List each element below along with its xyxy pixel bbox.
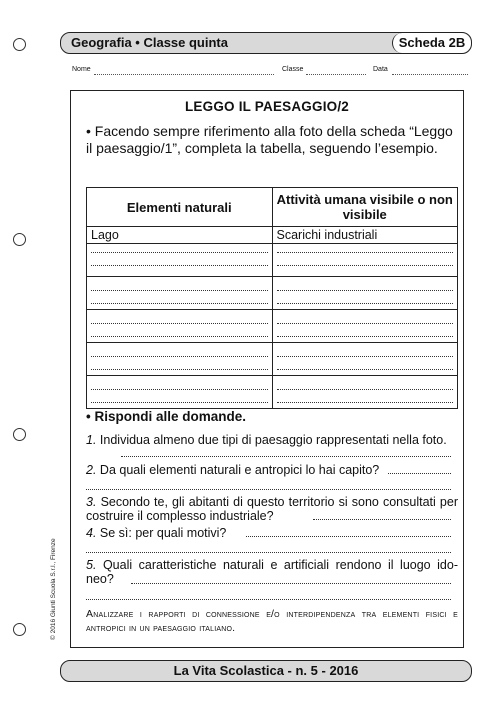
question-5-text: Quali caratteristiche naturali e artificiali rendono il luogo ido-neo? <box>86 558 458 586</box>
table-row <box>87 277 458 310</box>
instruction <box>86 123 456 156</box>
answer-line-5[interactable] <box>131 583 451 584</box>
learning-objective: Analizzare i rapporti di connessione e/o interdipendenza tra elementi fisici e antropici in un paesaggio italiano. <box>86 608 458 634</box>
questions-bullet: • <box>86 409 91 424</box>
table-cell-blank[interactable] <box>272 310 458 343</box>
student-info-row <box>60 66 470 78</box>
question-1-number: 1. <box>86 433 97 447</box>
table-cell-blank[interactable] <box>272 343 458 376</box>
worksheet-box <box>70 90 464 648</box>
question-2-number: 2. <box>86 463 97 477</box>
instruction-bullet: • <box>86 123 91 139</box>
table-row <box>87 244 458 277</box>
table-cell-blank[interactable] <box>272 277 458 310</box>
binder-hole-3 <box>13 428 26 441</box>
answer-line-5b[interactable] <box>86 599 451 600</box>
instruction-text: Facendo sempre riferimento alla foto della scheda “Leggo il paesaggio/1”, completa la tabella, seguendo l’esempio. <box>86 123 453 156</box>
answer-line-3[interactable] <box>313 519 451 520</box>
data-field[interactable] <box>392 74 468 75</box>
answer-line-4[interactable] <box>246 536 451 537</box>
table-cell-blank[interactable] <box>87 277 273 310</box>
question-5-number: 5. <box>86 558 97 572</box>
scheda-label: Scheda 2B <box>398 35 466 50</box>
nome-label: Nome <box>72 66 91 73</box>
questions-heading <box>86 409 456 426</box>
scheda-box <box>392 33 471 53</box>
question-5 <box>86 558 458 586</box>
answer-line-2b[interactable] <box>86 489 451 490</box>
header-bar <box>60 32 472 54</box>
question-3-number: 3. <box>86 495 97 509</box>
binder-hole-4 <box>13 623 26 636</box>
subject-label: Geografia • Classe quinta <box>71 35 228 50</box>
table-cell-example-human: Scarichi industriali <box>272 227 458 244</box>
worksheet-title: LEGGO IL PAESAGGIO/2 <box>184 99 350 114</box>
binder-hole-1 <box>13 38 26 51</box>
footer-bar <box>60 660 472 682</box>
data-label: Data <box>373 66 388 73</box>
answer-line-4b[interactable] <box>86 552 451 553</box>
question-4-number: 4. <box>86 526 97 540</box>
answer-line-2[interactable] <box>388 473 451 474</box>
table-cell-blank[interactable] <box>87 376 273 409</box>
classe-label: Classe <box>282 66 304 73</box>
classe-field[interactable] <box>306 74 366 75</box>
table-header-human: Attività umana visibile o non visibile <box>272 188 458 227</box>
table-cell-example-natural: Lago <box>87 227 273 244</box>
landscape-table <box>86 187 458 409</box>
table-row <box>87 343 458 376</box>
table-cell-blank[interactable] <box>87 244 273 277</box>
table-row <box>87 376 458 409</box>
table-cell-blank[interactable] <box>272 376 458 409</box>
table-cell-blank[interactable] <box>87 310 273 343</box>
table-header-natural: Elementi naturali <box>87 188 273 227</box>
question-2-text: Da quali elementi naturali e antropici lo hai capito? <box>99 463 380 477</box>
question-1-text: Individua almeno due tipi di paesaggio rappresentati nella foto. <box>99 433 447 447</box>
table-cell-blank[interactable] <box>87 343 273 376</box>
table-cell-blank[interactable] <box>272 244 458 277</box>
table-row <box>87 310 458 343</box>
questions-heading-text: Rispondi alle domande. <box>94 409 247 424</box>
question-4-text: Se sì: per quali motivi? <box>99 526 227 540</box>
nome-field[interactable] <box>94 74 274 75</box>
question-1 <box>86 433 458 447</box>
question-4 <box>86 526 458 540</box>
copyright-notice: © 2016 Giunti Scuola S.r.l., Firenze <box>50 538 57 640</box>
question-2 <box>86 463 458 477</box>
binder-hole-2 <box>13 233 26 246</box>
question-3-text: Secondo te, gli abitanti di questo territorio si sono consultati per costruire il complesso industriale? <box>86 495 458 523</box>
answer-line-1[interactable] <box>121 456 451 457</box>
footer-label: La Vita Scolastica - n. 5 - 2016 <box>173 663 359 678</box>
